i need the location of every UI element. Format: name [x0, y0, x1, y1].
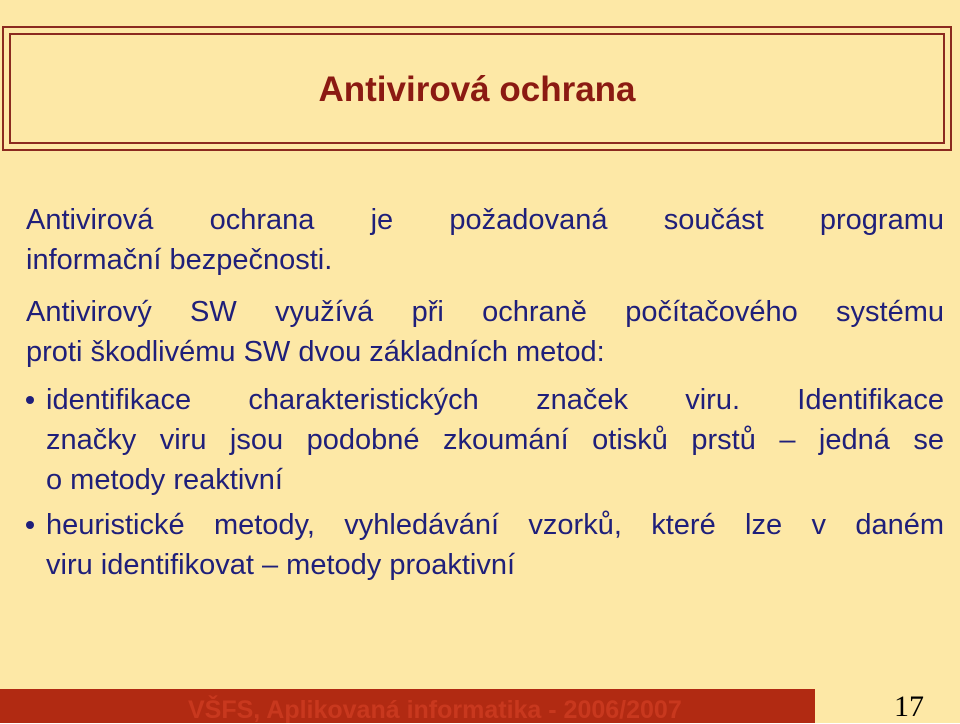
list-item-reactive-line-1: identifikace charakteristických značek viru. Identifikace — [46, 384, 944, 416]
bullet-icon — [26, 396, 34, 404]
list-item-proactive-line-2: viru identifikovat – metody proaktivní — [46, 549, 516, 581]
paragraph-intro-line-1: Antivirová ochrana je požadovaná součást programu — [26, 204, 944, 236]
list-item-reactive-line-3: o metody reaktivní — [46, 464, 283, 496]
list-item-proactive — [26, 505, 944, 585]
slide-title: Antivirová ochrana — [318, 70, 636, 109]
bullet-icon — [26, 521, 34, 529]
title-frame — [2, 26, 952, 151]
paragraph-methods — [26, 292, 944, 372]
paragraph-methods-line-1: Antivirový SW využívá při ochraně počítačového systému — [26, 296, 944, 328]
list-item-proactive-line-1: heuristické metody, vyhledávání vzorků, které lze v daném — [46, 509, 944, 541]
methods-list — [26, 380, 944, 585]
paragraph-intro-line-2: informační bezpečnosti. — [26, 244, 333, 276]
list-item-reactive — [26, 380, 944, 500]
paragraph-methods-line-2: proti škodlivému SW dvou základních metod: — [26, 336, 605, 368]
footer-text: VŠFS, Aplikovaná informatika - 2006/2007 — [188, 696, 682, 723]
paragraph-intro — [26, 200, 944, 280]
page-number: 17 — [894, 690, 924, 723]
list-item-reactive-line-2: značky viru jsou podobné zkoumání otisků prstů – jedná se — [46, 424, 944, 456]
